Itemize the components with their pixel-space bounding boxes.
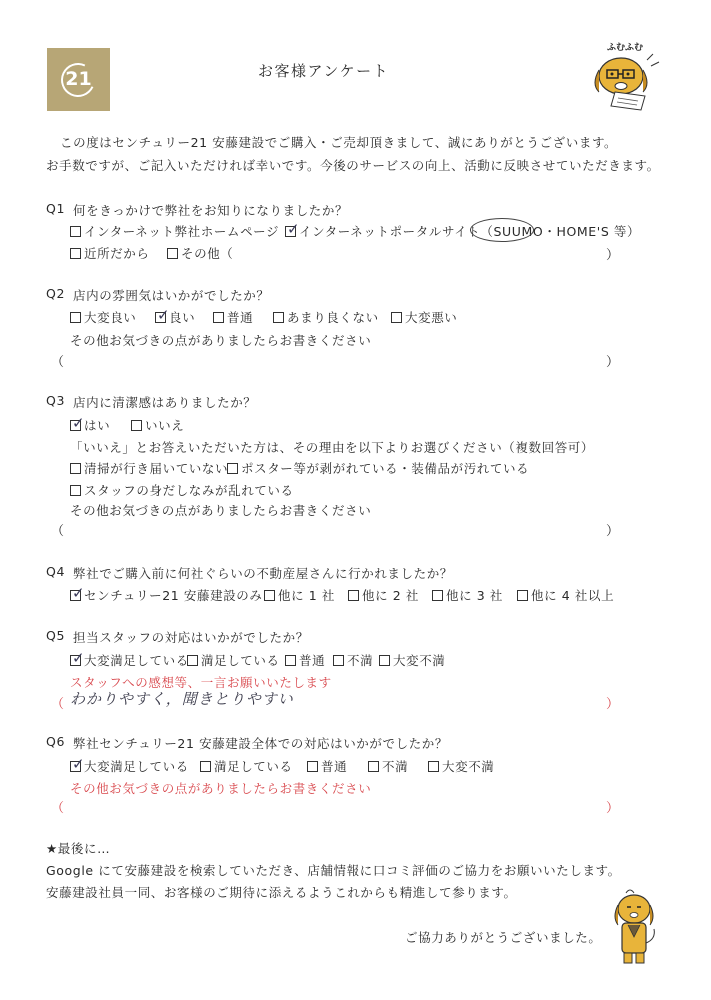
checkbox[interactable] (368, 761, 379, 772)
option-label: 大変不満 (442, 759, 495, 774)
q4-option-3[interactable] (432, 586, 503, 604)
checkbox[interactable] (348, 590, 359, 601)
q1-close-paren: ） (606, 248, 620, 263)
q3-label: Q3 (46, 393, 65, 408)
q4-question: 弊社でご購入前に何社ぐらいの不動産屋さんに行かれましたか？ (73, 566, 453, 581)
option-label: 他に 4 社以上 (531, 588, 615, 603)
option-label: その他（ (181, 246, 234, 261)
checkbox[interactable] (70, 248, 81, 259)
option-label: いいえ (145, 418, 185, 433)
q6-open-paren: （ (51, 801, 65, 816)
checkbox[interactable] (213, 312, 224, 323)
checkmark-icon: ✓ (72, 584, 86, 602)
option-label: 良い (169, 310, 196, 325)
option-label: 他に 2 社 (362, 588, 419, 603)
q1-option-other[interactable] (167, 244, 233, 262)
checkbox[interactable] (285, 655, 296, 666)
checkbox[interactable] (428, 761, 439, 772)
q3-reason-posters[interactable] (227, 459, 529, 477)
checkbox-checked[interactable] (70, 584, 86, 602)
q5-label: Q5 (46, 628, 65, 643)
checkbox[interactable] (167, 248, 178, 259)
q6-close-paren: ） (606, 801, 620, 816)
q6-label: Q6 (46, 734, 65, 749)
q2-option-very-bad[interactable] (391, 308, 457, 326)
q3-question: 店内に清潔感はありましたか？ (73, 395, 257, 410)
q1-option-homepage[interactable] (70, 222, 279, 240)
closing-thanks: ご協力ありがとうございました。 (405, 930, 602, 945)
q6-comment-prompt: その他お気づきの点がありましたらお書きください (70, 781, 372, 796)
q5-option-very-satisfied[interactable] (70, 651, 189, 669)
option-label: 普通 (227, 310, 254, 325)
checkbox[interactable] (70, 226, 81, 237)
option-label: あまり良くない (287, 310, 379, 325)
q3-option-yes[interactable] (70, 416, 110, 434)
option-label: 不満 (382, 759, 409, 774)
q5-open-paren: （ (51, 697, 65, 712)
q2-comment-prompt: その他お気づきの点がありましたらお書きください (70, 333, 372, 348)
q1-option-portal[interactable] (285, 222, 640, 240)
checkbox[interactable] (200, 761, 211, 772)
checkbox[interactable] (391, 312, 402, 323)
option-label: 清掃が行き届いていない (84, 461, 229, 476)
q2-open-paren: （ (51, 355, 65, 370)
q5-option-normal[interactable] (285, 651, 325, 669)
q5-option-very-dissatisfied[interactable] (379, 651, 445, 669)
checkbox[interactable] (264, 590, 275, 601)
q3-reason-cleaning[interactable] (70, 459, 228, 477)
checkbox-checked[interactable] (155, 306, 171, 324)
checkbox[interactable] (517, 590, 528, 601)
option-label: 大変悪い (405, 310, 458, 325)
checkbox[interactable] (307, 761, 318, 772)
option-label: ポスター等が剥がれている・装備品が汚れている (241, 461, 530, 476)
mascot-bowing-illustration (604, 887, 664, 969)
checkbox[interactable] (273, 312, 284, 323)
q3-comment-prompt: その他お気づきの点がありましたらお書きください (70, 503, 372, 518)
checkbox-checked[interactable] (70, 414, 86, 432)
checkbox[interactable] (187, 655, 198, 666)
option-label: 大変良い (84, 310, 137, 325)
mascot-reading-illustration (585, 40, 665, 115)
option-label: 普通 (299, 653, 326, 668)
q2-close-paren: ） (606, 355, 620, 370)
option-label: 不満 (347, 653, 374, 668)
logo-text: 21 (65, 68, 92, 90)
closing-line-1: Google にて安藤建設を検索していただき、店舗情報に口コミ評価のご協力をお願いいたします。 (46, 863, 621, 878)
q5-question: 担当スタッフの対応はいかがでしたか？ (73, 630, 309, 645)
intro-line-2: お手数ですが、ご記入いただければ幸いです。今後のサービスの向上、活動に反映させていただきます。 (46, 158, 660, 173)
q4-option-2[interactable] (348, 586, 419, 604)
checkbox[interactable] (70, 463, 81, 474)
q2-label: Q2 (46, 286, 65, 301)
checkbox[interactable] (131, 420, 142, 431)
q6-option-dissatisfied[interactable] (368, 757, 408, 775)
q4-option-4plus[interactable] (517, 586, 614, 604)
q3-close-paren: ） (606, 524, 620, 539)
checkmark-icon: ✓ (72, 755, 86, 773)
q5-option-dissatisfied[interactable] (333, 651, 373, 669)
q2-question: 店内の雰囲気はいかがでしたか？ (73, 288, 270, 303)
checkmark-icon: ✓ (72, 414, 86, 432)
intro-line-1: この度はセンチュリー21 安藤建設でご購入・ご売却頂きまして、誠にありがとうございます。 (60, 135, 618, 150)
q6-question: 弊社センチュリー21 安藤建設全体での対応はいかがでしたか？ (73, 736, 449, 751)
checkbox[interactable] (333, 655, 344, 666)
option-label: 大変満足している (84, 759, 189, 774)
checkmark-icon: ✓ (157, 306, 171, 324)
q5-handwritten-comment: わかりやすく，聞きとりやすい (70, 690, 294, 708)
option-label: 大変満足している (84, 653, 189, 668)
option-label: スタッフの身だしなみが乱れている (84, 483, 294, 498)
q6-option-very-dissatisfied[interactable] (428, 757, 494, 775)
q5-close-paren: ） (606, 697, 620, 712)
checkbox-checked[interactable] (70, 755, 86, 773)
q4-option-only-us[interactable] (70, 586, 263, 604)
checkmark-icon: ✓ (287, 220, 301, 238)
q3-reason-staff-appearance[interactable] (70, 481, 294, 499)
q5-comment-prompt: スタッフへの感想等、一言お願いいたします (70, 675, 332, 690)
checkbox[interactable] (227, 463, 238, 474)
q4-option-1[interactable] (264, 586, 335, 604)
mascot-caption: ふむふむ (607, 43, 644, 53)
q2-option-not-good[interactable] (273, 308, 379, 326)
closing-line-2: 安藤建設社員一同、お客様のご期待に添えるようこれからも精進して参ります。 (46, 885, 517, 900)
option-label: 大変不満 (393, 653, 446, 668)
closing-heading: ★最後に… (46, 841, 111, 856)
checkbox[interactable] (432, 590, 443, 601)
q1-option-nearby[interactable] (70, 244, 150, 262)
option-label: インターネットポータルサイト（SUUMO・HOME'S 等） (299, 224, 641, 239)
option-label: 普通 (321, 759, 348, 774)
option-label: はい (84, 418, 111, 433)
q5-option-satisfied[interactable] (187, 651, 280, 669)
q3-option-no[interactable] (131, 416, 184, 434)
q2-option-very-good[interactable] (70, 308, 136, 326)
page-title: お客様アンケート (258, 62, 390, 80)
option-label: 満足している (201, 653, 280, 668)
q2-option-good[interactable] (155, 308, 195, 326)
q3-followup: 「いいえ」とお答えいただいた方は、その理由を以下よりお選びください（複数回答可） (70, 440, 595, 455)
q6-option-very-satisfied[interactable] (70, 757, 189, 775)
handwritten-circle-mark (470, 218, 534, 242)
checkbox-checked[interactable] (285, 220, 301, 238)
option-label: 近所だから (84, 246, 150, 261)
q6-option-satisfied[interactable] (200, 757, 293, 775)
option-label: 他に 3 社 (446, 588, 503, 603)
q3-open-paren: （ (51, 524, 65, 539)
checkbox[interactable] (379, 655, 390, 666)
century21-logo (47, 48, 110, 111)
q4-label: Q4 (46, 564, 65, 579)
option-label: 他に 1 社 (278, 588, 335, 603)
q1-label: Q1 (46, 201, 65, 216)
option-label: センチュリー21 安藤建設のみ (84, 588, 263, 603)
checkbox-checked[interactable] (70, 649, 86, 667)
checkbox[interactable] (70, 312, 81, 323)
checkbox[interactable] (70, 485, 81, 496)
option-label: 満足している (214, 759, 293, 774)
q2-option-normal[interactable] (213, 308, 253, 326)
option-label: インターネット弊社ホームページ (84, 224, 280, 239)
q1-question: 何をきっかけで弊社をお知りになりましたか？ (73, 203, 349, 218)
checkmark-icon: ✓ (72, 649, 86, 667)
q6-option-normal[interactable] (307, 757, 347, 775)
